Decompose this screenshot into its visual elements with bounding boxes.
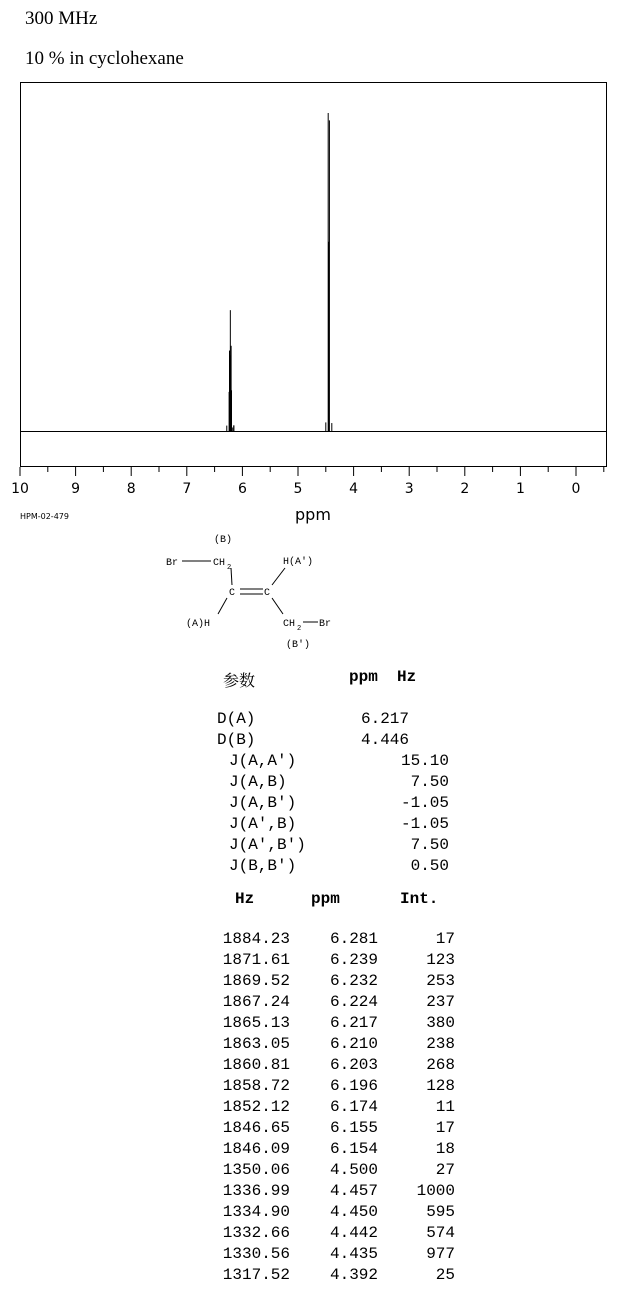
peak-header-hz: Hz bbox=[235, 890, 255, 908]
peak-hz: 1846.09 bbox=[222, 1140, 290, 1158]
param-value: 0.50 bbox=[410, 857, 449, 875]
peak-hz: 1350.06 bbox=[222, 1161, 290, 1179]
peak-hz: 1869.52 bbox=[222, 972, 290, 990]
x-tick-label: 4 bbox=[349, 481, 359, 497]
peak-hz: 1860.81 bbox=[222, 1056, 290, 1074]
spectrometer-frequency: 300 MHz bbox=[25, 8, 98, 29]
peak-ppm: 4.392 bbox=[329, 1266, 378, 1284]
peak-ppm: 6.232 bbox=[329, 972, 378, 990]
peak-ppm: 6.224 bbox=[329, 993, 378, 1011]
param-label: J(A',B') bbox=[229, 836, 306, 854]
peak-int: 123 bbox=[426, 951, 455, 969]
x-tick-label: 5 bbox=[293, 481, 303, 497]
params-header-cols: ppm Hz bbox=[349, 668, 417, 686]
peak-ppm: 4.435 bbox=[329, 1245, 378, 1263]
label-ch2-b-sub: 2 bbox=[297, 625, 302, 633]
peak-hz: 1336.99 bbox=[222, 1182, 290, 1200]
label-h-a-prime: H(A') bbox=[283, 557, 314, 568]
param-value: -1.05 bbox=[400, 794, 449, 812]
x-tick-label: 7 bbox=[182, 481, 192, 497]
peak-ppm: 6.217 bbox=[329, 1014, 378, 1032]
peak-int: 268 bbox=[426, 1056, 455, 1074]
bond-lines bbox=[182, 561, 318, 622]
x-tick-label: 3 bbox=[404, 481, 414, 497]
x-tick-label: 1 bbox=[515, 481, 525, 497]
peak-int: 128 bbox=[426, 1077, 455, 1095]
peak-int: 380 bbox=[426, 1014, 455, 1032]
param-label: J(A,B') bbox=[229, 794, 297, 812]
x-tick-label: 6 bbox=[237, 481, 247, 497]
peak-ppm: 6.210 bbox=[329, 1035, 378, 1053]
x-tick-label: 0 bbox=[571, 481, 581, 497]
param-value: 7.50 bbox=[410, 773, 449, 791]
param-value: 4.446 bbox=[361, 731, 410, 749]
param-value: -1.05 bbox=[400, 815, 449, 833]
param-label: J(A,B) bbox=[229, 773, 287, 791]
peak-hz: 1865.13 bbox=[222, 1014, 290, 1032]
label-b-prime: (B') bbox=[286, 640, 311, 651]
label-b: (B) bbox=[214, 535, 233, 546]
params-header-label: 参数 bbox=[223, 671, 256, 690]
param-label: J(B,B') bbox=[229, 857, 297, 875]
peak-int: 574 bbox=[426, 1224, 455, 1242]
peak-hz: 1852.12 bbox=[222, 1098, 290, 1116]
param-label: J(A,A') bbox=[229, 752, 297, 770]
peak-hz: 1846.65 bbox=[222, 1119, 290, 1137]
peak-int: 17 bbox=[435, 930, 455, 948]
peak-ppm: 4.500 bbox=[329, 1161, 378, 1179]
peak-hz: 1863.05 bbox=[222, 1035, 290, 1053]
sample-solvent: 10 % in cyclohexane bbox=[25, 48, 184, 69]
bond-c-h-a bbox=[218, 598, 227, 614]
label-ch2-a: CH bbox=[213, 558, 226, 569]
x-tick-label: 8 bbox=[126, 481, 136, 497]
x-tick-label: 9 bbox=[71, 481, 81, 497]
peak-hz: 1334.90 bbox=[222, 1203, 290, 1221]
peak-int: 27 bbox=[435, 1161, 455, 1179]
label-ch2-a-sub: 2 bbox=[227, 564, 232, 572]
param-label: J(A',B) bbox=[229, 815, 297, 833]
peak-int: 237 bbox=[426, 993, 455, 1011]
peak-ppm: 6.281 bbox=[329, 930, 378, 948]
label-a-h: (A)H bbox=[186, 619, 211, 630]
peak-int: 238 bbox=[426, 1035, 455, 1053]
peak-ppm: 6.196 bbox=[329, 1077, 378, 1095]
bond-c-ch2 bbox=[272, 598, 283, 614]
param-value: 6.217 bbox=[361, 710, 410, 728]
label-br-1: Br bbox=[166, 558, 179, 569]
param-label: D(B) bbox=[217, 731, 256, 749]
peak-hz: 1317.52 bbox=[222, 1266, 290, 1284]
peak-int: 25 bbox=[435, 1266, 455, 1284]
x-tick-label: 10 bbox=[11, 481, 29, 497]
peak-int: 17 bbox=[435, 1119, 455, 1137]
peak-int: 977 bbox=[426, 1245, 455, 1263]
peak-int: 18 bbox=[435, 1140, 455, 1158]
peak-ppm: 6.239 bbox=[329, 951, 378, 969]
peak-hz: 1332.66 bbox=[222, 1224, 290, 1242]
peak-ppm: 6.174 bbox=[329, 1098, 378, 1116]
peak-ppm: 4.450 bbox=[329, 1203, 378, 1221]
peak-hz: 1871.61 bbox=[222, 951, 290, 969]
peak-ppm: 6.155 bbox=[329, 1119, 378, 1137]
peak-header-ppm: ppm bbox=[311, 890, 340, 908]
peak-ppm: 6.203 bbox=[329, 1056, 378, 1074]
peak-hz: 1867.24 bbox=[222, 993, 290, 1011]
param-value: 15.10 bbox=[400, 752, 449, 770]
peak-ppm: 4.457 bbox=[329, 1182, 378, 1200]
peak-ppm: 4.442 bbox=[329, 1224, 378, 1242]
bond-c-h bbox=[272, 568, 285, 585]
label-br-2: Br bbox=[319, 619, 332, 630]
peak-hz: 1858.72 bbox=[222, 1077, 290, 1095]
peak-int: 595 bbox=[426, 1203, 455, 1221]
peak-int: 253 bbox=[426, 972, 455, 990]
peak-hz: 1330.56 bbox=[222, 1245, 290, 1263]
spectrum-code: HPM-02-479 bbox=[20, 512, 69, 521]
x-axis-label: ppm bbox=[295, 505, 331, 524]
peak-header-int: Int. bbox=[400, 890, 439, 908]
peak-int: 11 bbox=[435, 1098, 455, 1116]
peak-int: 1000 bbox=[416, 1182, 455, 1200]
peak-ppm: 6.154 bbox=[329, 1140, 378, 1158]
param-label: D(A) bbox=[217, 710, 256, 728]
param-value: 7.50 bbox=[410, 836, 449, 854]
label-c-2: C bbox=[264, 588, 271, 599]
label-c-1: C bbox=[229, 588, 236, 599]
x-tick-label: 2 bbox=[460, 481, 470, 497]
peak-hz: 1884.23 bbox=[222, 930, 290, 948]
label-ch2-b: CH bbox=[283, 619, 296, 630]
